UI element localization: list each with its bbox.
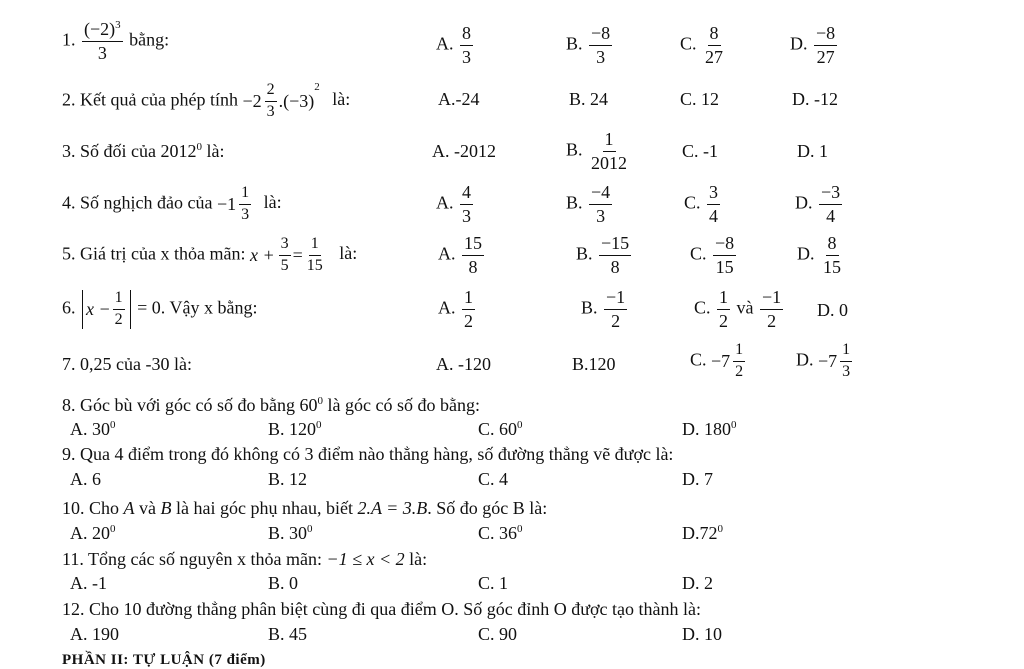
q7-d-den: 3 [842,362,851,380]
q1-b-fraction [589,24,612,67]
q4-option-b [566,183,614,226]
q12-option-a: A. 190 [70,624,119,644]
q10-var-b: B [160,498,172,518]
q6-b-num: −1 [604,288,627,310]
q5-e-d1: 5 [280,256,289,274]
q3-b-fraction [589,130,629,173]
q6-a-label: A. [438,297,456,318]
q6-c-label: C. [694,297,711,318]
q10-c-deg: 0 [517,523,523,535]
q5-a-label: A. [438,243,456,264]
q10-b-deg: 0 [307,523,313,535]
q2-expression [242,82,319,121]
q1-c-fraction [703,24,725,67]
q2-m-fraction [265,82,277,121]
q6-c-fraction2 [760,288,783,331]
q1-a-label: A. [436,33,454,54]
q1-a-den: 3 [462,46,471,67]
q5-c-fraction [713,234,736,277]
q10-c-text: C. 36 [478,523,518,543]
q8-d-deg: 0 [731,419,737,431]
q10-d-text: D.72 [682,523,718,543]
q4-d-den: 4 [826,205,836,226]
q6-e-x: x − [86,299,111,320]
q6-absolute-value [82,290,131,329]
q5-d-num: 8 [826,234,839,256]
q7-c-mixed [711,342,747,381]
q1-stem-tail: bằng: [129,29,170,50]
q1-a-fraction [460,24,473,67]
q3-option-a: A. -2012 [432,141,496,161]
q1-stem-exp: 3 [115,19,121,31]
q3-b-den: 2012 [591,152,628,173]
q10-eq: 2.A = 3.B [357,498,428,518]
q12-option-b: B. 45 [268,624,308,644]
q6-option-c [694,288,785,331]
q4-d-label: D. [795,192,813,213]
q1-b-num: −8 [589,24,612,46]
q1-stem [62,20,169,63]
q12-option-d: D. 10 [682,624,722,644]
q6-b-fraction [604,288,627,331]
q7-d-fraction [840,342,852,381]
q11-option-b: B. 0 [268,573,299,593]
q4-a-den: 3 [462,205,471,226]
q10-option-d [682,524,723,542]
q2-label: 2. Kết quả của phép tính [62,89,238,110]
q4-a-fraction [460,183,473,226]
q3-exp: 0 [196,141,202,153]
q8-b-deg: 0 [316,419,322,431]
q11-stem-b: là: [409,549,428,569]
q7-d-mixed [818,342,854,381]
q1-d-num: −8 [814,24,837,46]
q8-option-a [70,420,116,438]
q3-option-b [566,130,631,173]
q9-stem: 9. Qua 4 điểm trong đó không có 3 điểm nào thẳng hàng, số đường thẳng vẽ được là: [62,444,674,464]
q4-m-fraction [239,185,251,224]
q4-b-den: 3 [596,205,606,226]
q6-a-den: 2 [464,310,473,331]
q5-c-label: C. [690,243,707,264]
q6-option-d: D. 0 [817,300,848,320]
q11-option-a: A. -1 [70,573,107,593]
q1-d-den: 27 [816,46,835,67]
q5-option-a [438,234,486,277]
q2-m-den: 3 [266,102,275,120]
q8-c-deg: 0 [517,419,523,431]
q5-option-d [797,234,845,277]
q8-a-text: A. 30 [70,419,110,439]
q7-c-num: 1 [733,342,745,362]
q1-label: 1. [62,29,76,50]
q4-option-a [436,183,475,226]
q9-option-b: B. 12 [268,469,308,489]
q7-stem: 7. 0,25 của -30 là: [62,354,192,374]
q3-stem [62,142,225,160]
q6-c-fraction1 [717,288,730,331]
q2-tail: là: [332,89,351,110]
q12-option-c: C. 90 [478,624,518,644]
q7-option-d [796,342,854,381]
q2-m-exp: 2 [314,81,320,93]
q5-e-eq: = [292,245,303,266]
q11-ineq: −1 ≤ x < 2 [326,549,405,569]
q11-stem [62,550,427,568]
q7-d-label: D. [796,349,814,370]
q1-stem-fraction [82,20,123,63]
q4-expression [217,185,253,224]
q2-option-c: C. 12 [680,89,720,109]
q7-c-fraction [733,342,745,381]
q7-option-c [690,342,747,381]
q10-stem-c: . Số đo góc B là: [427,498,548,518]
q10-option-a [70,524,116,542]
q1-d-fraction [814,24,837,67]
q11-option-d: D. 2 [682,573,713,593]
q5-stem [62,236,357,275]
q5-b-label: B. [576,243,593,264]
q8-d-text: D. 180 [682,419,731,439]
q4-c-label: C. [684,192,701,213]
q3-label: 3. Số đối của 2012 [62,141,197,161]
q6-e-fraction [113,290,125,329]
q2-option-b: B. 24 [569,89,609,109]
q4-label: 4. Số nghịch đảo của [62,192,213,213]
q4-b-num: −4 [589,183,612,205]
q5-e-n1: 3 [279,236,291,256]
q4-d-fraction [819,183,842,226]
q8-b-text: B. 120 [268,419,317,439]
q5-option-b [576,234,633,277]
q4-a-num: 4 [460,183,473,205]
q5-tail: là: [339,243,358,264]
q1-option-c [680,24,727,67]
q6-a-fraction [462,288,475,331]
q6-option-b [581,288,629,331]
q4-a-label: A. [436,192,454,213]
q2-m-pre: −2 [242,91,262,112]
q1-stem-num: (−2) [84,19,116,39]
q7-option-a: A. -120 [436,354,491,374]
q1-b-den: 3 [596,46,606,67]
q3-option-c: C. -1 [682,141,718,161]
q7-c-label: C. [690,349,707,370]
q9-option-c: C. 4 [478,469,509,489]
q6-label: 6. [62,297,76,318]
q10-a-text: A. 20 [70,523,110,543]
q1-c-num: 8 [708,24,721,46]
q5-e-n2: 1 [309,236,321,256]
q6-c-den2: 2 [767,310,777,331]
q6-tail: . Vậy x bằng: [160,297,258,318]
q5-e-frac2 [305,236,325,275]
q4-b-label: B. [566,192,583,213]
q7-d-pre: −7 [818,351,838,372]
q1-option-b [566,24,614,67]
q9-option-a: A. 6 [70,469,101,489]
q8-stem-a: 8. Góc bù với góc có số đo bằng 60 [62,395,318,415]
q6-a-num: 1 [462,288,475,310]
q6-c-den1: 2 [719,310,729,331]
q4-c-fraction [707,183,720,226]
q6-e-den: 2 [114,310,123,328]
q1-stem-den: 3 [97,42,107,63]
q5-a-den: 8 [468,256,478,277]
q5-d-fraction [821,234,843,277]
q5-e-x: x + [249,245,275,266]
q4-c-den: 4 [709,205,719,226]
q5-e-frac1 [279,236,291,275]
q5-b-num: −15 [599,234,631,256]
section-heading-part-2: PHẦN II: TỰ LUẬN (7 điểm) [62,652,266,668]
q10-option-c [478,524,523,542]
q11-stem-a: 11. Tổng các số nguyên x thỏa mãn: [62,549,322,569]
q6-stem [62,290,257,329]
q1-option-d [790,24,839,67]
q10-stem-mid: và [139,498,157,518]
q1-a-num: 8 [460,24,473,46]
q4-m-num: 1 [239,185,251,205]
q2-option-d: D. -12 [792,89,838,109]
q8-option-b [268,420,322,438]
q11-option-c: C. 1 [478,573,509,593]
q6-e-num: 1 [113,290,125,310]
q5-a-num: 15 [462,234,484,256]
q5-d-den: 15 [823,256,841,277]
q7-c-den: 2 [735,362,744,380]
q8-a-deg: 0 [110,419,116,431]
q5-e-d2: 15 [306,256,323,274]
q6-c-num2: −1 [760,288,783,310]
q1-c-label: C. [680,33,697,54]
q8-option-d [682,420,737,438]
q5-c-den: 15 [715,256,734,277]
q7-c-pre: −7 [711,351,731,372]
q6-c-num1: 1 [717,288,730,310]
q6-e-tail: = 0 [137,297,161,318]
q5-equation [250,236,327,275]
q8-stem-exp: 0 [317,395,323,407]
q4-d-num: −3 [819,183,842,205]
q5-option-c [690,234,738,277]
q2-stem [62,82,350,121]
q1-b-label: B. [566,33,583,54]
q2-option-a: A.-24 [438,89,480,109]
q1-d-label: D. [790,33,808,54]
q5-b-den: 8 [610,256,620,277]
q4-b-fraction [589,183,612,226]
q4-m-pre: −1 [216,194,237,215]
q3-b-label: B. [566,139,583,160]
q12-stem: 12. Cho 10 đường thẳng phân biệt cùng đi qua điểm O. Số góc đỉnh O được tạo thành là: [62,599,701,619]
q10-b-text: B. 30 [268,523,308,543]
q9-option-d: D. 7 [682,469,713,489]
q6-b-den: 2 [611,310,621,331]
q8-stem-b: là góc có số đo bằng: [327,395,480,415]
q1-c-den: 27 [705,46,724,67]
q3-b-num: 1 [603,130,616,152]
q8-c-text: C. 60 [478,419,518,439]
q7-option-b: B.120 [572,354,616,374]
q5-label: 5. Giá trị của x thỏa mãn: [62,243,246,264]
q10-stem-b: là hai góc phụ nhau, biết [176,498,353,518]
q4-option-c [684,183,722,226]
q4-option-d [795,183,844,226]
q10-a-deg: 0 [110,523,116,535]
q7-d-num: 1 [840,342,852,362]
q1-option-a [436,24,475,67]
q4-m-den: 3 [241,205,250,223]
q6-b-label: B. [581,297,598,318]
q2-m-num: 2 [265,82,277,102]
q10-var-a: A [123,498,135,518]
q5-a-fraction [462,234,484,277]
q6-c-and: và [736,297,754,318]
q10-d-deg: 0 [717,523,723,535]
q2-m-mid: .(−3) [278,91,315,112]
q10-option-b [268,524,313,542]
q5-c-num: −8 [713,234,736,256]
q8-stem [62,396,480,414]
q3-tail: là: [206,141,225,161]
q4-c-num: 3 [707,183,720,205]
q8-option-c [478,420,523,438]
q6-option-a [438,288,477,331]
q4-stem [62,185,282,224]
q5-d-label: D. [797,243,815,264]
q5-b-fraction [599,234,631,277]
q3-option-d: D. 1 [797,141,828,161]
q10-stem-a: 10. Cho [62,498,120,518]
q4-tail: là: [263,192,282,213]
q10-stem [62,499,547,517]
